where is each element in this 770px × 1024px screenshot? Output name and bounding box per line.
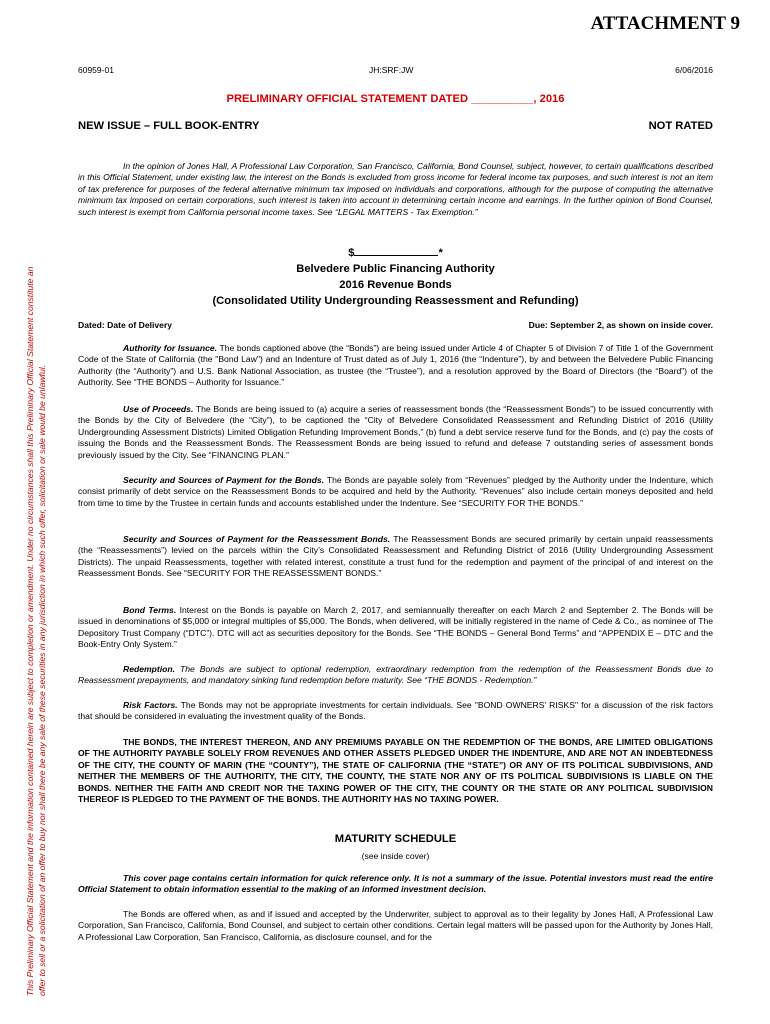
document-header xyxy=(78,65,713,75)
document-date: 6/06/2016 xyxy=(675,65,713,75)
amount-blank xyxy=(354,244,438,256)
risk-factors-paragraph: Risk Factors. The Bonds may not be appropriate investments for certain individuals. See "BOND OWNERS’ RISKS" for a discussion of the risk factors that should be considered in evaluating the investment quality of the Bonds. xyxy=(78,700,713,722)
security-reassessment-paragraph: Security and Sources of Payment for the Reassessment Bonds. The Reassessment Bonds are secured primarily by certain unpaid reassessments (the “Reassessments”) levied on the parcels within the City’s Consolidated Reassessment and Refunding District of 2016 (Utility Undergrounding Assessment Districts). The unpaid Reassessments, together with related interest, constitute a trust fund for the redemption and payment of the principal of and interest on the Reassessment Bonds. See “SECURITY FOR THE REASSESSMENT BONDS.” xyxy=(78,534,713,579)
due-label: Due: September 2, as shown on inside cover. xyxy=(528,320,713,330)
bond-counsel-opinion: In the opinion of Jones Hall, A Professional Law Corporation, San Francisco, California, Bond Counsel, subject, however, to certain qualifications described in this Official Statement, under existing law, the interest on the Bonds is excluded from gross income for federal income tax purposes, and such interest is not an item of tax preference for purposes of the federal alternative minimum tax imposed on individuals and corporations, although for the purpose of computing the alternative minimum tax imposed on certain corporations, such interest is taken into account in determining certain income and earnings. In the further opinion of Bond Counsel, such interest is exempt from California personal income taxes. See “LEGAL MATTERS - Tax Exemption.” xyxy=(78,161,713,217)
maturity-schedule-heading: MATURITY SCHEDULE xyxy=(334,833,457,845)
attachment-label: ATTACHMENT 9 xyxy=(590,13,740,34)
dated-label: Dated: Date of Delivery xyxy=(78,320,173,330)
new-issue-label: NEW ISSUE – FULL BOOK-ENTRY xyxy=(78,120,260,132)
document-number: 60959-01 xyxy=(78,65,114,75)
authority-paragraph: Authority for Issuance. The bonds captioned above (the “Bonds”) are being issued under Article 4 of Chapter 5 of Division 7 of Title 1 of the Government Code of the State of California (the "Bond Law") and an Indenture of Trust dated as of July 1, 2016 (the “Indenture”), by and between the Belvedere Public Financing Authority (the “Authority”) and U.S. Bank National Association, as trustee (the “Trustee”), and a resolution approved by the Board of Directors (the “Board”) of the Authority. See “THE BONDS – Authority for Issuance.” xyxy=(78,343,713,388)
preliminary-statement-title: PRELIMINARY OFFICIAL STATEMENT DATED __________, 2016 xyxy=(226,93,565,105)
rating-label: NOT RATED xyxy=(648,120,713,132)
cover-page-note: This cover page contains certain information for quick reference only. It is not a summary of the issue. Potential investors must read the entire Official Statement to obtain information essential to the making of an informed investment decision. xyxy=(78,873,713,895)
limited-obligation-paragraph: THE BONDS, THE INTEREST THEREON, AND ANY PREMIUMS PAYABLE ON THE REDEMPTION OF THE BONDS, ARE LIMITED OBLIGATIONS OF THE AUTHORITY PAYABLE SOLELY FROM REVENUES AND OTHER ASSETS PLEDGED UNDER THE INDENTURE, AND ARE NOT AN INDEBTEDNESS OF THE CITY, THE COUNTY OF MARIN (THE “COUNTY”), THE STATE OF CALIFORNIA (THE “STATE”) OR ANY OF ITS POLITICAL SUBDIVISIONS, AND NEITHER THE MEMBERS OF THE AUTHORITY, THE CITY, THE COUNTY, THE STATE NOR ANY OF ITS POLITICAL SUBDIVISIONS IS LIABLE ON THE BONDS. NEITHER THE FAITH AND CREDIT NOR THE TAXING POWER OF THE CITY, THE COUNTY OR THE STATE OR ANY POLITICAL SUBDIVISION THEREOF IS PLEDGED TO THE PAYMENT OF THE BONDS. THE AUTHORITY HAS NO TAXING POWER. xyxy=(78,737,713,805)
issuer-name: Belvedere Public Financing Authority xyxy=(296,263,495,275)
maturity-schedule-subheading: (see inside cover) xyxy=(361,851,430,861)
dated-due-row xyxy=(78,320,713,330)
redemption-paragraph: Redemption. The Bonds are subject to optional redemption, extraordinary redemption from the redemption of the Reassessment Bonds due to Reassessment prepayments, and mandatory sinking fund redemption before maturity. See “THE BONDS - Redemption.” xyxy=(78,664,713,686)
author-initials: JH:SRF:JW xyxy=(369,65,414,75)
bond-amount-title xyxy=(78,244,713,309)
side-disclaimer-line-2: offer to sell or a solicitation of an offer to buy nor shall there be any sale of these securities in any jurisdiction in which such offer, solicitation or sale would be unlawful. xyxy=(37,364,47,996)
bond-terms-paragraph: Bond Terms. Interest on the Bonds is payable on March 2, 2017, and semiannually thereafter on each March 2 and September 2. The Bonds will be issued in denominations of $5,000 or integral multiples of $5,000. The Bonds, when delivered, will be initially registered in the name of Cede & Co., as nominee of The Depository Trust Company (“DTC”). DTC will act as securities depository for the Bonds. See “THE BONDS – General Bond Terms” and “APPENDIX E – DTC and the Book-Entry Only System.” xyxy=(78,605,713,650)
issue-row xyxy=(78,120,713,132)
bond-amount-line: $ * xyxy=(78,244,713,261)
bond-subtitle: (Consolidated Utility Undergrounding Reassessment and Refunding) xyxy=(212,295,579,307)
offering-paragraph: The Bonds are offered when, as and if issued and accepted by the Underwriter, subject to approval as to their legality by Jones Hall, A Professional Law Corporation, San Francisco, California, Bond Counsel, and subject to certain other conditions. Certain legal matters will be passed upon for the Authority by Jones Hall, A Professional Law Corporation, San Francisco, California, as disclosure counsel, and for the xyxy=(78,909,713,942)
use-of-proceeds-paragraph: Use of Proceeds. The Bonds are being issued to (a) acquire a series of reassessment bonds (the “Reassessment Bonds”) to be issued concurrently with the Bonds by the City of Belvedere (the “City”), to be captioned the “City of Belvedere Consolidated Reassessment and Refunding District of 2016 (Utility Undergrounding Assessment Districts) Limited Obligation Refunding Improvement Bonds,” (b) fund a debt service reserve fund for the Bonds, and (c) pay the costs of issuing the Bonds and the Reassessment Bonds. The Reassessment Bonds are being issued to refund and defease 7 outstanding series of assessment bonds previously issued by the City. See “FINANCING PLAN.” xyxy=(78,404,714,460)
side-disclaimer xyxy=(24,96,48,996)
bond-series: 2016 Revenue Bonds xyxy=(339,279,452,291)
security-bonds-paragraph: Security and Sources of Payment for the Bonds. The Bonds are payable solely from “Revenues” pledged by the Authority under the Indenture, which consist primarily of debt service on the Reassessment Bonds to be acquired and held by the Authority. “Revenues” also include certain moneys deposited and held from time to time by the Trustee in certain funds and accounts established under the Indenture. See “SECURITY FOR THE BONDS.” xyxy=(78,475,713,508)
side-disclaimer-line-1: This Preliminary Official Statement and the information contained herein are subject to completion or amendment. Under no circumstances shall this Preliminary Official Statement constitute an xyxy=(25,266,35,996)
